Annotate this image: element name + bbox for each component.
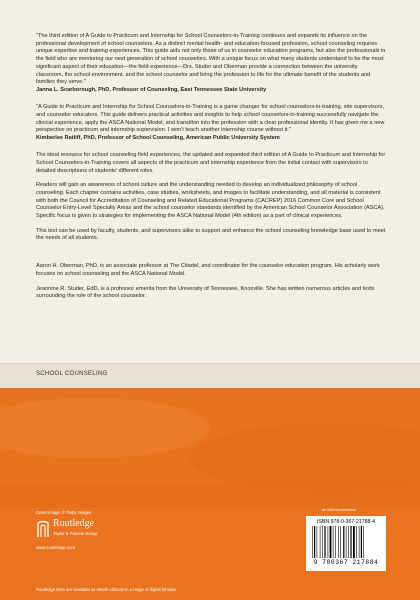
informa-label: an informa business: [322, 508, 356, 512]
cover-credit: Cover image: © Getty Images: [36, 510, 92, 515]
author-bio: Jeannine R. Studer, EdD, is a professor emerita from the University of Tennessee, Knoxville. She has written numerous articles and texts surrounding the role of the school counselor.: [36, 285, 375, 300]
endorsement-quote: "A Guide to Practicum and Internship for School Counselors-in-Training is a game changer for school counselors-in-training, site supervisors, and counselor educators. This guide delivers practical activities and insights to help school counselors-in-training successfully navigate the clinical experience, apply the ASCA National Model, and transition into the profession with a clear professional identity. It has given me a new perspective on practicum and internship supervision. I won't teach another internship course without it.": [36, 104, 385, 134]
barcode: [306, 516, 386, 571]
author-bio: Aaron H. Oberman, PhD, is an associate professor at The Citadel, and coordinator for the counselor education program. His scholarly work focuses on school counseling and the ASCA National Model.: [36, 263, 380, 277]
ebook-note: Routledge titles are available as eBook editions in a range of digital formats: [36, 587, 176, 592]
routledge-logo-icon: [36, 520, 50, 538]
subject-label: SCHOOL COUNSELING: [36, 371, 108, 377]
endorsement-attribution: Janna L. Scarborough, PhD, Professor of Counseling, East Tennessee State University: [36, 87, 267, 94]
cover-photo-graphic: [0, 388, 420, 508]
subject-bar: [0, 363, 420, 388]
orange-panel: [0, 388, 420, 600]
description-paragraph: Readers will gain an awareness of school culture and the understanding needed to develop an individualized philosophy of school counseling. Each chapter contains activities, case studies, worksheets, and images to facilitate understanding, and all material is consistent with both the Council for Accreditation of Counseling and Related Educational Programs (CACREP) 2016 Common Core and School Counselor Entry-Level Specialty Areas and the school counselor standards identified by the American School Counselor Association (ASCA). Specific focus is given to strategies for implementing the ASCA National Model (4th edition) as a part of clinical experiences.: [36, 182, 385, 220]
barcode-digits: 9 780367 217884: [313, 559, 379, 566]
publisher-subtitle: Taylor & Francis Group: [53, 531, 97, 536]
publisher-name: Routledge: [53, 518, 95, 529]
cover-photo: [0, 388, 420, 508]
endorsement-quote: "The third edition of A Guide to Practicum and Internship for School Counselors-in-Training continues and expands its influence on the professional development of school counselors. As a distinct mental health- and education-focused profession, school counseling requires unique expertise and training experiences. This guide aids not only those of us in counselor education programs, but also the professionals in the field who are mentoring our next generation of school counselors. With a unique focus on what many students understand to be the most significant aspect of their education—the field experience—Drs. Studer and Oberman provide a connection between the university classroom, the school environment, and the school counselor and bring the profession to life for the ultimate benefit of the students and families they serve.": [36, 33, 386, 86]
barcode-bars: [310, 526, 382, 558]
isbn: ISBN 978-0-367-21788-4: [317, 519, 375, 525]
description-paragraph: The ideal resource for school counseling field experiences, the updated and expanded third edition of A Guide to Practicum and Internship for School Counselors-in-Training covers all aspects of the practicum and internship experience from the initial contact with supervisors to detailed descriptions of students' different roles.: [36, 152, 386, 174]
endorsement-attribution: Kimberlee Ratliff, PhD, Professor of School Counseling, American Public University System: [36, 135, 280, 142]
description-paragraph: This text can be used by faculty, students, and supervisors alike to support and enhance the school counseling knowledge base used to meet the needs of all students.: [36, 227, 386, 242]
publisher-url[interactable]: www.routledge.com: [36, 545, 76, 550]
